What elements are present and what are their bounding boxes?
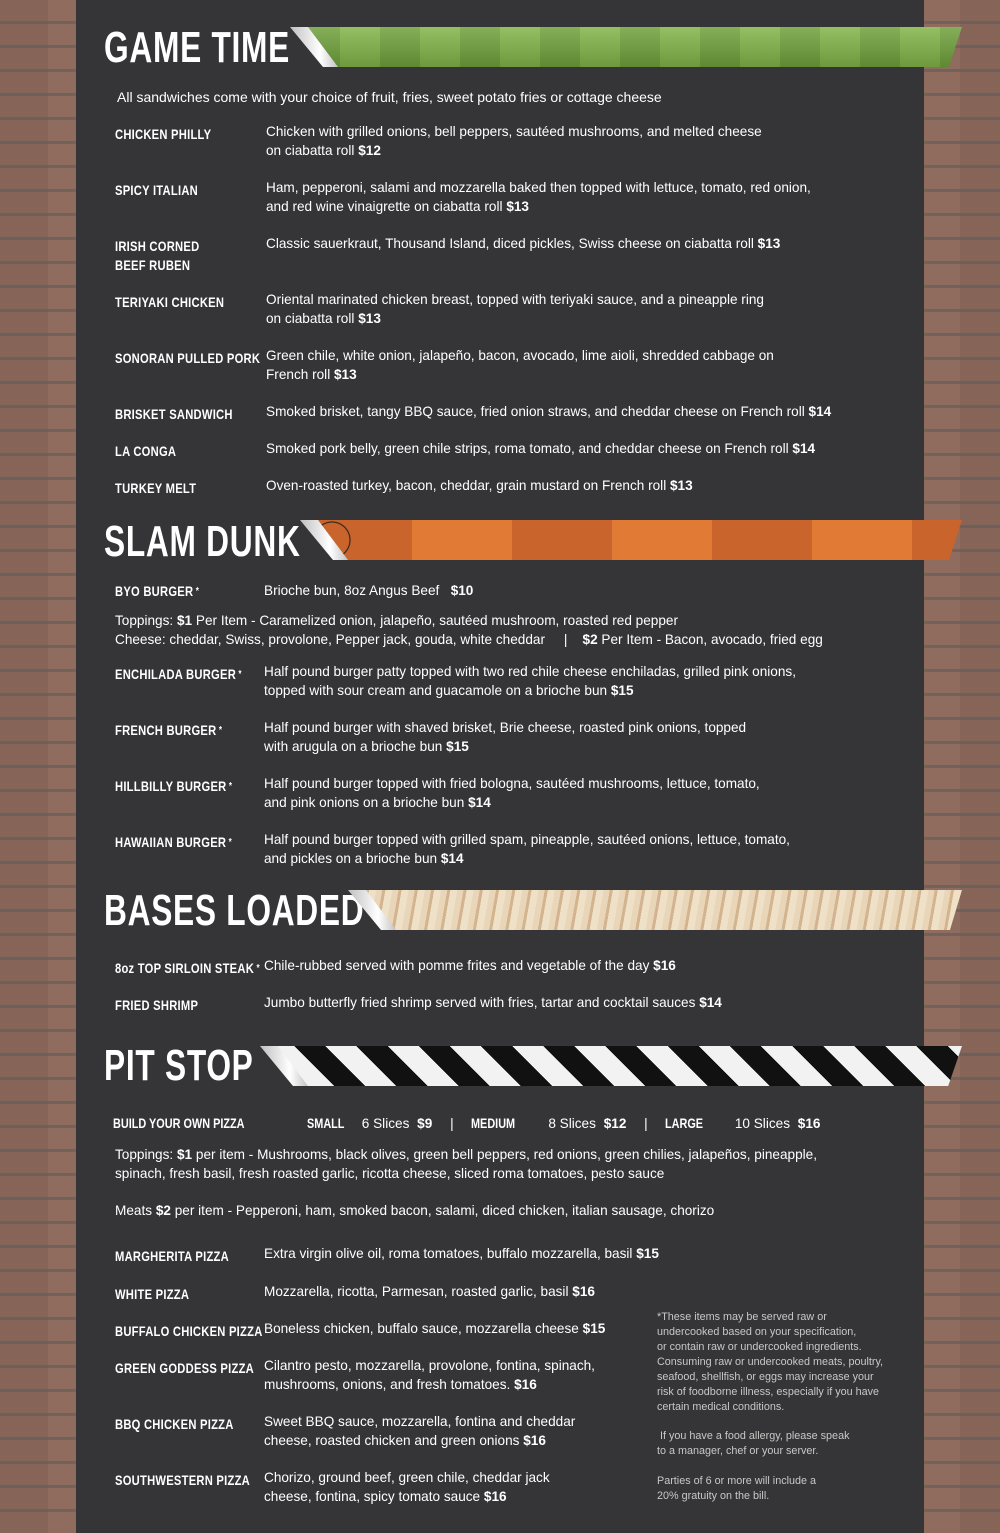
item-price: $16 — [514, 1377, 537, 1392]
item-name: 8oz TOP SIRLOIN STEAK * — [115, 960, 260, 976]
grass-banner — [300, 27, 962, 67]
item-description: Ham, pepperoni, salami and mozzarella baked then topped with lettuce, tomato, red onion, and red wine vinaigrette on ciabatta roll $13 — [266, 180, 811, 214]
item-price: $13 — [506, 199, 529, 214]
item-description: Brioche bun, 8oz Angus Beef $10 — [264, 583, 474, 598]
item-name: SOUTHWESTERN PIZZA — [115, 1472, 250, 1488]
item-name: ENCHILADA BURGER * — [115, 666, 242, 682]
item-description: Oven-roasted turkey, bacon, cheddar, grain mustard on French roll $13 — [266, 478, 693, 493]
item-name: GREEN GODDESS PIZZA — [115, 1360, 254, 1376]
item-name: BUFFALO CHICKEN PIZZA — [115, 1323, 263, 1339]
item-price: $13 — [358, 311, 381, 326]
item-description: Half pound burger topped with fried bologna, sautéed mushrooms, lettuce, tomato, and pink onions on a brioche bun $14 — [264, 776, 760, 810]
item-description: Extra virgin olive oil, roma tomatoes, buffalo mozzarella, basil $15 — [264, 1246, 659, 1261]
build-your-own-pizza: BUILD YOUR OWN PIZZA SMALL 6 Slices $9 | MEDIUM 8 Slices $12 | LARGE 10 Slices $16 — [113, 1116, 821, 1131]
sandwich-intro: All sandwiches come with your choice of fruit, fries, sweet potato fries or cottage cheese — [117, 89, 662, 105]
item-name: TURKEY MELT — [115, 480, 197, 496]
item-price: $15 — [610, 683, 634, 698]
item-price: $15 — [446, 739, 469, 754]
item-description: Jumbo butterfly fried shrimp served with fries, tartar and cocktail sauces $14 — [264, 995, 722, 1010]
item-price: $10 — [450, 583, 474, 598]
section-title-bases-loaded: BASES LOADED — [104, 886, 365, 935]
burger-toppings: Toppings: $1 Per Item - Caramelized onion, jalapeño, sautéed mushroom, roasted red pepper — [115, 613, 678, 628]
wood-banner — [360, 890, 962, 930]
item-name: BYO BURGER * — [115, 583, 200, 599]
item-price: $15 — [582, 1321, 606, 1336]
item-price: $13 — [757, 236, 781, 251]
item-description: Green chile, white onion, jalapeño, bacon, avocado, lime aioli, shredded cabbage on French roll $13 — [266, 348, 774, 382]
raw-food-disclaimer: *These items may be served raw or undercooked based on your specification, or contain raw or undercooked ingredients. Consuming raw or undercooked meats, poultry, seafood, shellfish, or eggs may increase your risk of foodborne illness, especially if you have certain medical conditions. — [657, 1311, 884, 1413]
item-price: $16 — [572, 1284, 595, 1299]
item-name: IRISH CORNED BEEF RUBEN — [115, 238, 200, 273]
item-name: HAWAIIAN BURGER * — [115, 834, 233, 850]
item-name: HILLBILLY BURGER * — [115, 778, 233, 794]
section-title-game-time: GAME TIME — [104, 23, 290, 72]
section-title-slam-dunk: SLAM DUNK — [104, 517, 301, 566]
item-price: $14 — [468, 795, 491, 810]
item-price: $13 — [670, 478, 693, 493]
pizza-toppings-cont: spinach, fresh basil, fresh roasted garlic, ricotta cheese, sliced roma tomatoes, pesto sauce — [115, 1166, 665, 1181]
item-name: FRENCH BURGER * — [115, 722, 223, 738]
item-description: Oriental marinated chicken breast, topped with teriyaki sauce, and a pineapple ring on ciabatta roll $13 — [266, 292, 764, 326]
item-description: Cilantro pesto, mozzarella, provolone, fontina, spinach, mushrooms, onions, and fresh tomatoes. $16 — [264, 1358, 595, 1392]
item-name: FRIED SHRIMP — [115, 997, 199, 1013]
allergy-notice: If you have a food allergy, please speak to a manager, chef or your server. — [657, 1430, 850, 1457]
item-description: Smoked brisket, tangy BBQ sauce, fried onion straws, and cheddar cheese on French roll $14 — [266, 404, 832, 419]
item-price: $16 — [523, 1433, 546, 1448]
item-price: $12 — [358, 143, 381, 158]
item-description: Mozzarella, ricotta, Parmesan, roasted garlic, basil $16 — [264, 1284, 595, 1299]
item-name: BRISKET SANDWICH — [115, 406, 233, 422]
item-price: $14 — [792, 441, 816, 456]
item-name: WHITE PIZZA — [115, 1286, 190, 1302]
section-title-pit-stop: PIT STOP — [104, 1041, 254, 1090]
item-description: Half pound burger with shaved brisket, Brie cheese, roasted pink onions, topped with arugula on a brioche bun $15 — [264, 720, 747, 754]
item-description: Boneless chicken, buffalo sauce, mozzarella cheese $15 — [264, 1321, 606, 1336]
item-name: BBQ CHICKEN PIZZA — [115, 1416, 234, 1432]
item-price: $14 — [440, 851, 464, 866]
basketball-banner — [312, 520, 962, 560]
gratuity-notice: Parties of 6 or more will include a 20% gratuity on the bill. — [657, 1475, 817, 1502]
item-name: LA CONGA — [115, 443, 177, 459]
item-price: $14 — [699, 995, 722, 1010]
item-price: $16 — [653, 958, 676, 973]
pizza-meats: Meats $2 per item - Pepperoni, ham, smoked bacon, salami, diced chicken, italian sausage, chorizo — [115, 1203, 715, 1218]
item-description: Half pound burger patty topped with two red chile cheese enchiladas, grilled pink onions, topped with sour cream and guacamole on a brioche bun $15 — [264, 664, 796, 698]
item-description: Chorizo, ground beef, green chile, cheddar jack cheese, fontina, spicy tomato sauce $16 — [264, 1470, 550, 1504]
item-name: TERIYAKI CHICKEN — [115, 294, 225, 310]
item-description: Classic sauerkraut, Thousand Island, diced pickles, Swiss cheese on ciabatta roll $13 — [266, 236, 781, 251]
item-description: Chicken with grilled onions, bell peppers, sautéed mushrooms, and melted cheese on ciabatta roll $12 — [266, 124, 762, 158]
item-name: MARGHERITA PIZZA — [115, 1248, 229, 1264]
item-description: Smoked pork belly, green chile strips, roma tomato, and cheddar cheese on French roll $14 — [266, 441, 816, 456]
item-name: SONORAN PULLED PORK — [115, 350, 261, 366]
burger-cheese: Cheese: cheddar, Swiss, provolone, Pepper jack, gouda, white cheddar | $2 Per Item - Bacon, avocado, fried egg — [115, 632, 823, 647]
item-name: SPICY ITALIAN — [115, 182, 198, 198]
item-description: Half pound burger topped with grilled spam, pineapple, sautéed onions, lettuce, tomato, and pickles on a brioche bun $14 — [264, 832, 790, 866]
item-description: Sweet BBQ sauce, mozzarella, fontina and cheddar cheese, roasted chicken and green onions $16 — [264, 1414, 576, 1448]
item-name: CHICKEN PHILLY — [115, 126, 212, 142]
item-price: $13 — [334, 367, 357, 382]
item-price: $16 — [483, 1489, 507, 1504]
item-description: Chile-rubbed served with pomme frites and vegetable of the day $16 — [264, 958, 676, 973]
pizza-toppings: Toppings: $1 per item - Mushrooms, black olives, green bell peppers, red onions, green chilies, jalapeños, pineapple, — [115, 1147, 818, 1162]
checkered-banner — [272, 1046, 962, 1086]
menu-panel — [76, 0, 924, 1533]
item-price: $15 — [636, 1246, 659, 1261]
item-price: $14 — [808, 404, 832, 419]
